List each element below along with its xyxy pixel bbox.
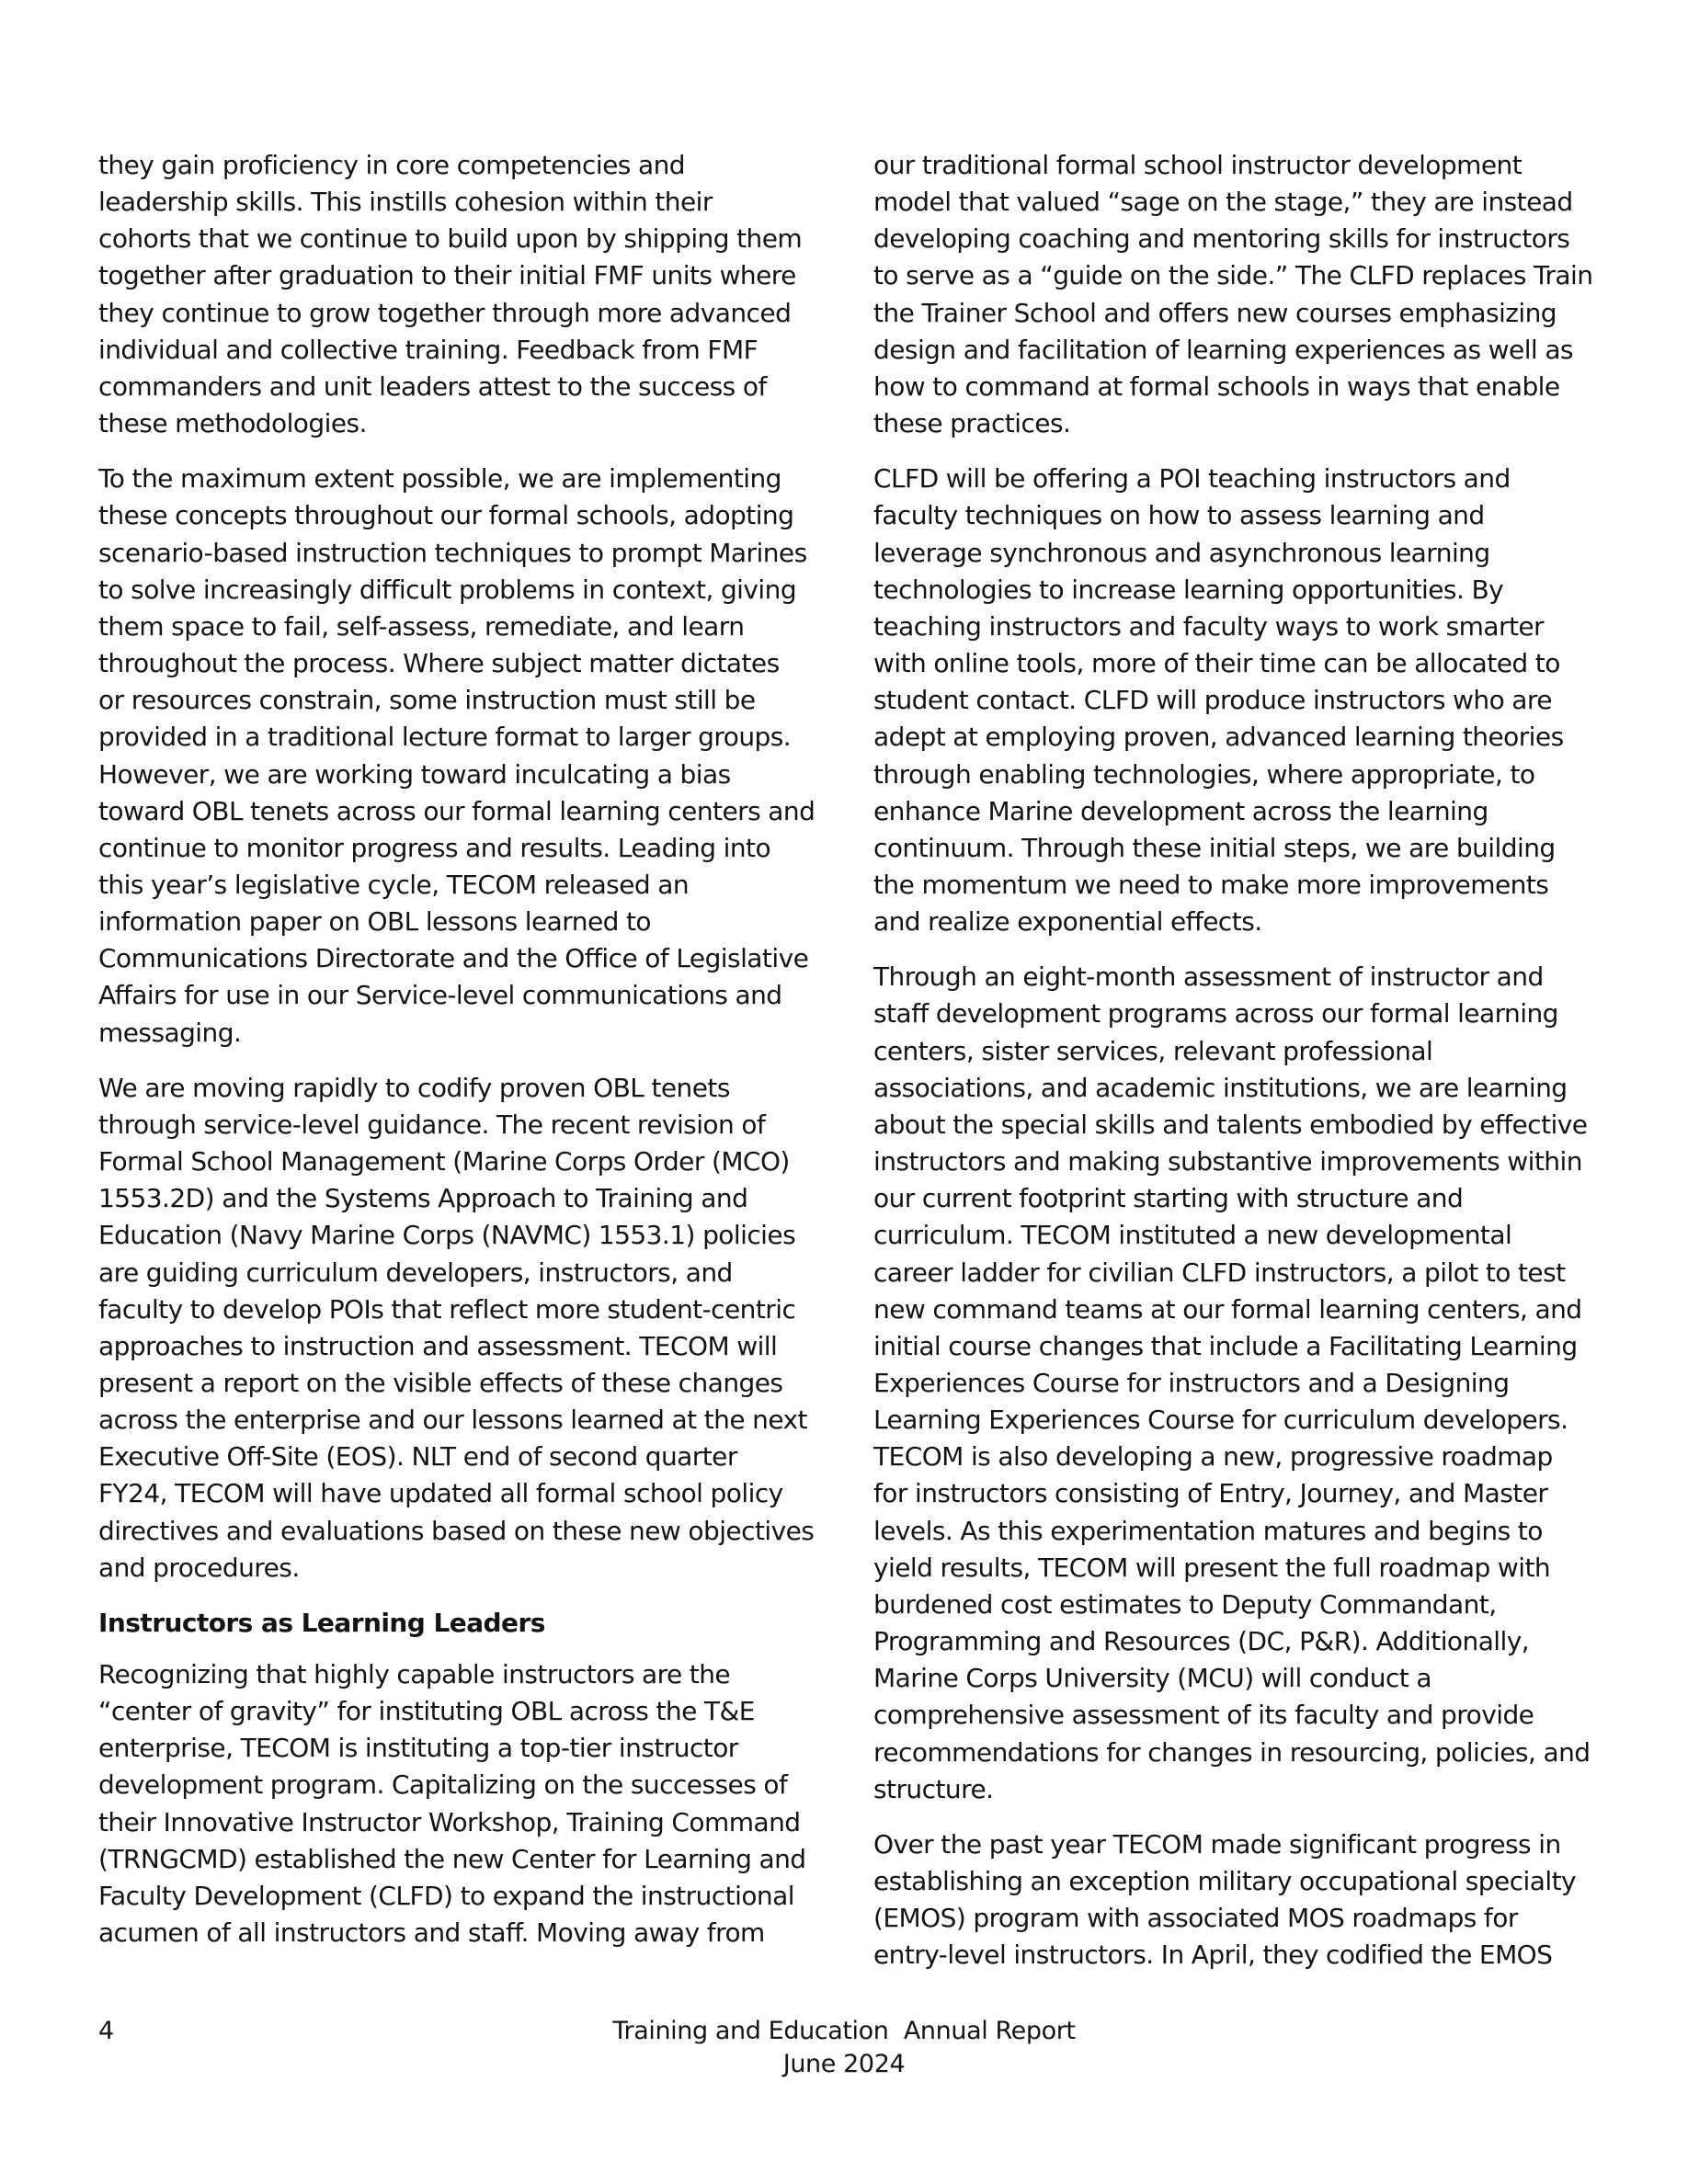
footer-date: June 2024 — [782, 2050, 906, 2078]
body-paragraph: Over the past year TECOM made significant progress in establishing an exception military occupational specialty (EMOS) program with associated MOS roadmaps for entry-level instructors. In April, they codified the EMOS — [873, 1828, 1577, 1971]
body-paragraph: Recognizing that highly capable instructors are the “center of gravity” for instituting OBL across the T&E enterprise, TECOM is instituting a top-tier instructor development program. Capitalizing on the successes of their Innovative Instructor Workshop, Training Command (TRNGCMD) established the new Center for Learning and Faculty Development (CLFD) to expand the instructional acumen of all instructors and staff. Moving away from — [98, 1658, 806, 1949]
body-paragraph: CLFD will be offering a POI teaching instructors and faculty techniques on how to assess learning and leverage synchronous and asynchronous learning technologies to increase learning opportunities. By teaching instructors and faculty ways to work smarter with online tools, more of their time can be allocated to student contact. CLFD will produce instructors who are adept at employing proven, advanced learning theories through enabling technologies, where appropriate, to enhance Marine development across the learning continuum. Through these initial steps, we are building the momentum we need to make more improvements and realize exponential effects. — [873, 463, 1564, 938]
right-column — [873, 147, 1600, 1993]
footer-report-title: Training and Education Annual Report — [612, 2017, 1076, 2045]
body-paragraph: To the maximum extent possible, we are implementing these concepts throughout our formal schools, adopting scenario-based instruction techniques to prompt Marines to solve increasingly difficult problems in context, giving them space to fail, self-assess, remediate, and learn throughout the process. Where subject matter dictates or resources constrain, some instruction must still be provided in a traditional lecture format to larger groups. However, we are working toward inculcating a bias toward OBL tenets across our formal learning centers and continue to monitor progress and results. Leading into this year’s legislative cycle, TECOM released an information paper on OBL lessons learned to Communications Directorate and the Office of Legislative Affairs for use in our Service-level communications and messaging. — [98, 463, 815, 1048]
body-paragraph: our traditional formal school instructor development model that valued “sage on the stage,” they are instead developing coaching and mentoring skills for instructors to serve as a “guide on the side.” The CLFD replaces Train the Trainer School and offers new courses emphasizing design and facilitation of learning experiences as well as how to command at formal schools in ways that enable these practices. — [873, 150, 1593, 439]
page-number: 4 — [98, 2017, 115, 2045]
section-heading: Instructors as Learning Leaders — [98, 1607, 545, 1638]
page-footer — [0, 2015, 1688, 2081]
body-paragraph: Through an eight-month assessment of instructor and staff development programs across our formal learning centers, sister services, relevant professional associations, and academic institutions, we are learning about the special skills and talents embodied by effective instructors and making substantive improvements within our current footprint starting with structure and curriculum. TECOM instituted a new developmental career ladder for civilian CLFD instructors, a pilot to test new command teams at our formal learning centers, and initial course changes that include a Facilitating Learning Experiences Course for instructors and a Designing Learning Experiences Course for curriculum developers. TECOM is also developing a new, progressive roadmap for instructors consisting of Entry, Journey, and Master levels. As this experimentation matures and begins to yield results, TECOM will present the full roadmap with burdened cost estimates to Deputy Commandant, Programming and Resources (DC, P&R). Additionally, Marine Corps University (MCU) will conduct a comprehensive assessment of its faculty and provide recommendations for changes in resourcing, policies, and structure. — [873, 961, 1591, 1804]
body-paragraph: they gain proficiency in core competencies and leadership skills. This instills cohesion within their cohorts that we continue to build upon by shipping them together after graduation to their initial FMF units where they continue to grow together through more advanced individual and collective training. Feedback from FMF commanders and unit leaders attest to the success of these methodologies. — [98, 150, 803, 439]
body-paragraph: We are moving rapidly to codify proven OBL tenets through service-level guidance. The recent revision of Formal School Management (Marine Corps Order (MCO) 1553.2D) and the Systems Approach to Training and Education (Navy Marine Corps (NAVMC) 1553.1) policies are guiding curriculum developers, instructors, and faculty to develop POIs that reflect more student-centric approaches to instruction and assessment. TECOM will present a report on the visible effects of these changes across the enterprise and our lessons learned at the next Executive Off-Site (EOS). NLT end of second quarter FY24, TECOM will have updated all formal school policy directives and evaluations based on these new objectives and procedures. — [98, 1072, 815, 1583]
left-column — [98, 147, 825, 1970]
